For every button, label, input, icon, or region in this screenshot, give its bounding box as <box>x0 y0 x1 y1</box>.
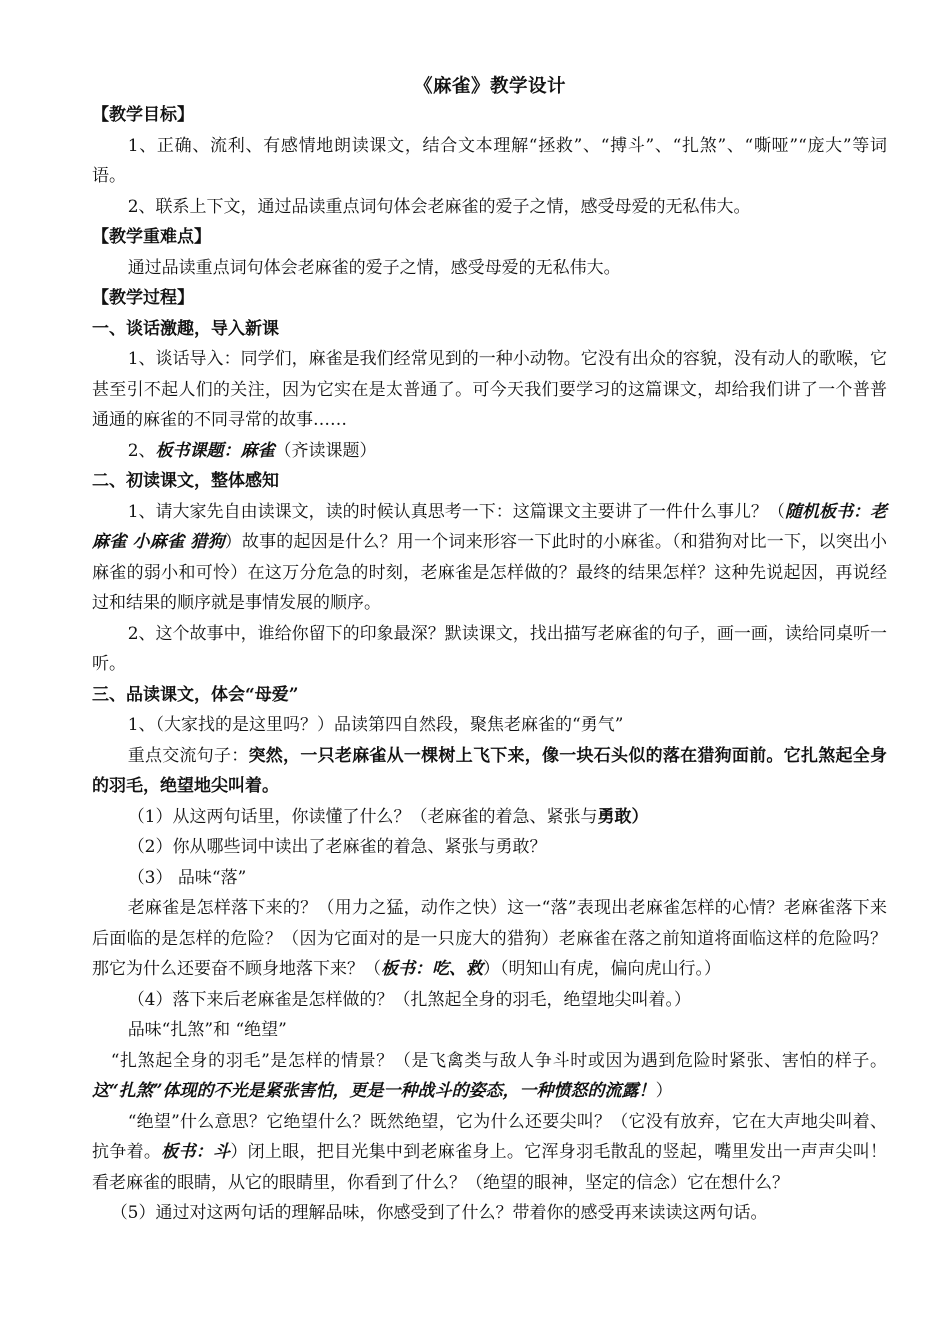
step-2-paragraph-1 <box>92 497 887 619</box>
board-note: 随机板书：老麻雀 小麻雀 猎狗 <box>92 501 887 552</box>
juewang-discussion <box>92 1107 887 1199</box>
key-sentence: 突然，一只老麻雀从一棵树上飞下来，像一块石头似的落在猎狗面前。它扎煞起全身的羽毛，绝望地尖叫着。 <box>92 745 888 796</box>
question-4-subheading: 品味“扎煞”和 “绝望” <box>127 1020 287 1040</box>
board-note: 板书：斗 <box>161 1142 231 1162</box>
question-3-discussion <box>92 893 887 985</box>
step-3-paragraph-1: 1、（大家找的是这里吗？）品读第四自然段，聚焦老麻雀的“勇气” <box>127 715 624 735</box>
step-1-paragraph-2 <box>92 436 887 467</box>
text-span: （齐读课题） <box>274 440 377 461</box>
text-span: “扎煞起全身的羽毛”是怎样的情景？（是飞禽类与敌人争斗时或因为遇到危险时紧张、害怕的样子。 <box>110 1050 887 1071</box>
goal-1: 1、正确、流利、有感情地朗读课文，结合文本理解“拯救”、“搏斗”、“扎煞”、“嘶哑”“庞大”等词语。 <box>92 135 887 186</box>
text-span: ）故事的起因是什么？用一个词来形容一下此时的小麻雀。（和猎狗对比一下，以突出小麻雀的弱小和可怜）在这万分危急的时刻，老麻雀是怎样做的？最终的结果怎样？这种先说起因，再说经过和结果的顺序就是事情发展的顺序。 <box>92 532 887 613</box>
question-1 <box>92 802 887 833</box>
goal-2: 2、联系上下文，通过品读重点词句体会老麻雀的爱子之情，感受母爱的无私伟大。 <box>127 196 751 217</box>
text-span: “绝望”什么意思？它绝望什么？既然绝望，它为什么还要尖叫？（它没有放弃，它在大声地尖叫着、抗争着。 <box>92 1111 887 1162</box>
document-title: 《麻雀》教学设计 <box>413 76 566 97</box>
section-heading-goals: 【教学目标】 <box>92 105 194 125</box>
document-body <box>92 100 887 1229</box>
text-span: 2、 <box>127 440 156 461</box>
text-span: 重点交流句子： <box>127 745 249 766</box>
emphasis-span: 这“扎煞”体现的不光是紧张害怕，更是一种战斗的姿态，一种愤怒的流露！ <box>92 1081 656 1101</box>
step-heading-1: 一、谈话激趣，导入新课 <box>92 318 279 339</box>
step-heading-2: 二、初读课文，整体感知 <box>92 471 279 491</box>
question-5: （5）通过对这两句话的理解品味，你感受到了什么？带着你的感受再来读读这两句话。 <box>110 1203 768 1223</box>
question-3: （3） 品味“落” <box>127 867 247 888</box>
step-1-paragraph-1: 1、谈话导入：同学们，麻雀是我们经常见到的一种小动物。它没有出众的容貌，没有动人的歌喉，它甚至引不起人们的关注，因为它实在是太普通了。可今天我们要学习的这篇课文，却给我们讲了一个普普通通的麻雀的不同寻常的故事…… <box>92 349 887 430</box>
bold-span: 勇敢） <box>597 806 649 827</box>
text-span: 老麻雀是怎样落下来的？（用力之猛，动作之快）这一“落”表现出老麻雀怎样的心情？老麻雀落下来后面临的是怎样的危险？（因为它面对的是一只庞大的猎狗）老麻雀在落之前知道将面临这样的危险吗？那它为什么还要奋不顾身地落下来？（ <box>92 898 887 979</box>
text-span: ） <box>655 1081 673 1101</box>
section-heading-key-points: 【教学重难点】 <box>92 227 211 247</box>
step-heading-3: 三、品读课文，体会“母爱” <box>92 684 299 705</box>
key-points-text: 通过品读重点词句体会老麻雀的爱子之情，感受母爱的无私伟大。 <box>127 257 621 278</box>
step-2-paragraph-2: 2、这个故事中，谁给你留下的印象最深？默读课文，找出描写老麻雀的句子，画一画，读给同桌听一听。 <box>92 623 887 674</box>
board-note: 板书：吃、救 <box>381 959 483 979</box>
text-span: ）（明知山有虎，偏向虎山行。） <box>483 959 721 979</box>
text-span: 1、请大家先自由读课文，读的时候认真思考一下：这篇课文主要讲了一件什么事儿？（ <box>127 501 785 522</box>
section-heading-process: 【教学过程】 <box>92 288 194 308</box>
key-sentence-paragraph <box>92 741 887 802</box>
question-4: （4）落下来后老麻雀是怎样做的？（扎煞起全身的羽毛，绝望地尖叫着。） <box>127 989 692 1010</box>
text-span: （1）从这两句话里，你读懂了什么？（老麻雀的着急、紧张与 <box>127 806 598 827</box>
text-span: ）闭上眼，把目光集中到老麻雀身上。它浑身羽毛散乱的竖起，嘴里发出一声声尖叫！看老麻雀的眼睛，从它的眼睛里，你看到了什么？（绝望的眼神，坚定的信念）它在想什么？ <box>92 1142 887 1193</box>
question-2: （2）你从哪些词中读出了老麻雀的着急、紧张与勇敢？ <box>127 837 547 857</box>
zhasha-discussion <box>92 1046 887 1107</box>
board-note: 板书课题：麻雀 <box>155 440 275 461</box>
